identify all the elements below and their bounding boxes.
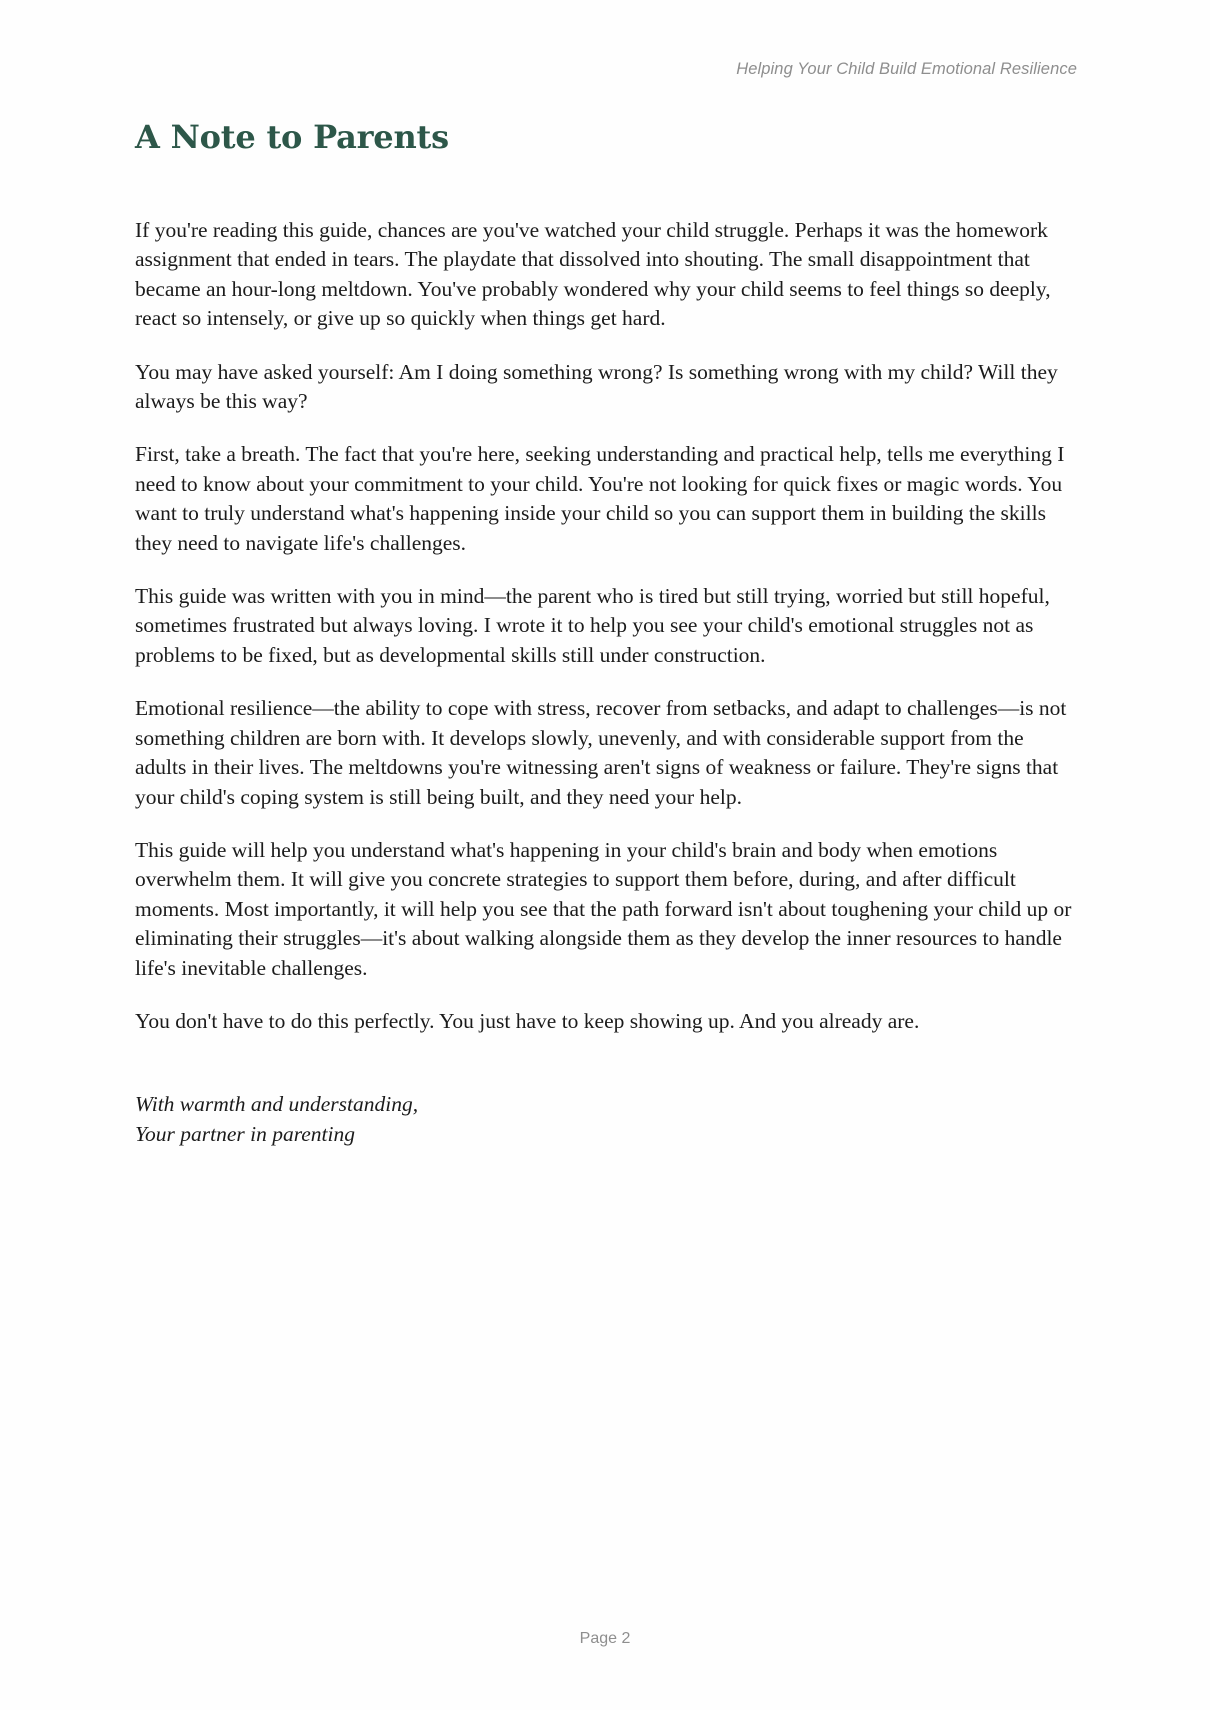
paragraph: Emotional resilience—the ability to cope with stress, recover from setbacks, and adapt to challenges—is not something children are born with. It develops slowly, unevenly, and with considerable support from the adults in their lives. The meltdowns you're witnessing aren't signs of weakness or failure. They're signs that your child's coping system is still being built, and they need your help. — [135, 696, 1067, 809]
page-number: Page 2 — [579, 1630, 631, 1647]
paragraph: You may have asked yourself: Am I doing something wrong? Is something wrong with my child? Will they always be this way? — [135, 359, 1058, 414]
signature-line-2: Your partner in parenting — [135, 1121, 356, 1146]
page-title: A Note to Parents — [135, 118, 449, 156]
document-body — [135, 118, 1075, 1149]
paragraph: If you're reading this guide, chances are you've watched your child struggle. Perhaps it was the homework assignment that ended in tears. The playdate that dissolved into shouting. The small disappointment that became an hour-long meltdown. You've probably wondered why your child seems to feel things so deeply, react so intensely, or give up so quickly when things get hard. — [135, 218, 1051, 331]
paragraph: This guide will help you understand what's happening in your child's brain and body when emotions overwhelm them. It will give you concrete strategies to support them before, during, and after difficult moments. Most importantly, it will help you see that the path forward isn't about toughening your child up or eliminating their struggles—it's about walking alongside them as they develop the inner resources to handle life's inevitable challenges. — [135, 837, 1072, 980]
paragraph: First, take a breath. The fact that you're here, seeking understanding and practical help, tells me everything I need to know about your commitment to your child. You're not looking for quick fixes or magic words. You want to truly understand what's happening inside your child so you can support them in building the skills they need to navigate life's challenges. — [135, 442, 1065, 555]
signature-line-1: With warmth and understanding, — [135, 1092, 419, 1117]
paragraph: You don't have to do this perfectly. You just have to keep showing up. And you already are. — [135, 1008, 920, 1033]
paragraph: This guide was written with you in mind—the parent who is tired but still trying, worried but still hopeful, sometimes frustrated but always loving. I wrote it to help you see your child's emotional struggles not as problems to be fixed, but as developmental skills still under construction. — [135, 584, 1050, 667]
running-header: Helping Your Child Build Emotional Resilience — [736, 60, 1077, 78]
signature-block — [135, 1090, 1075, 1149]
